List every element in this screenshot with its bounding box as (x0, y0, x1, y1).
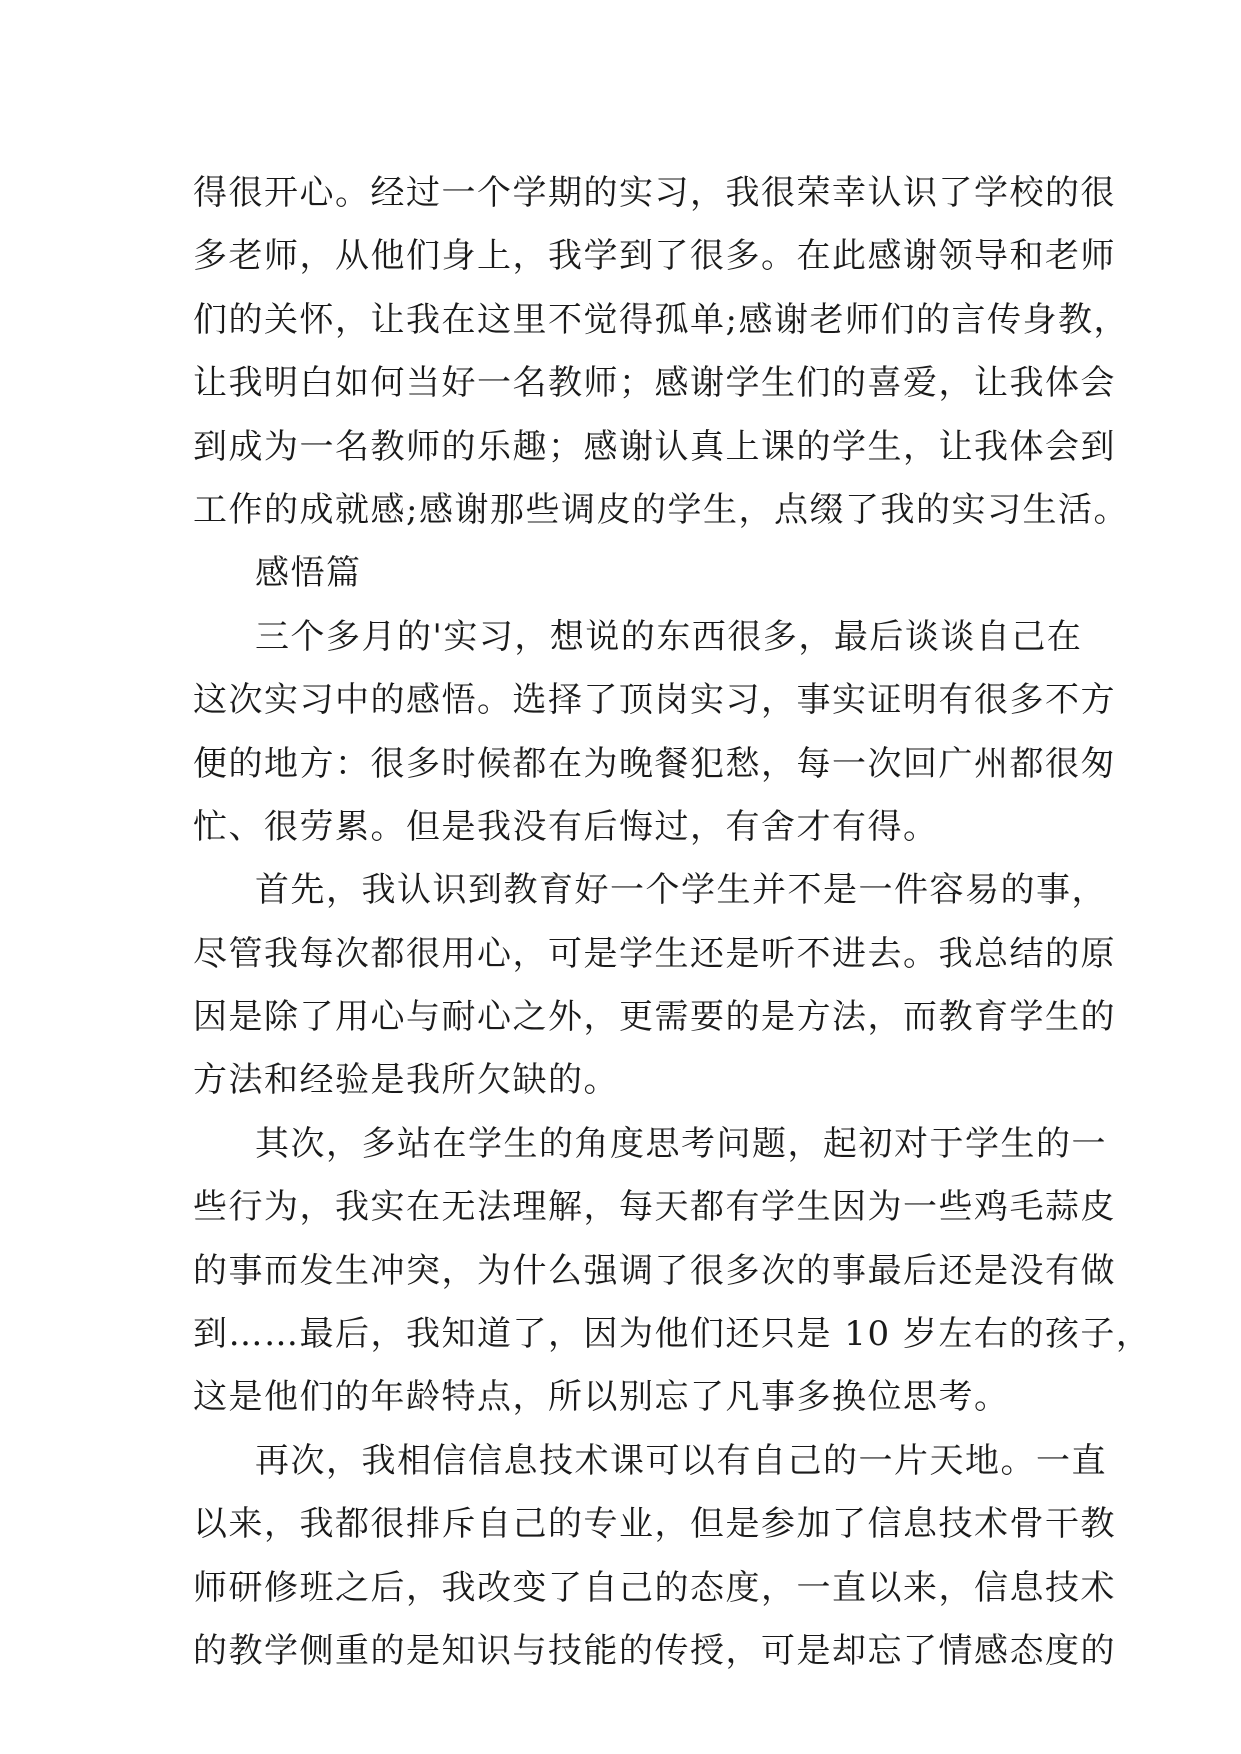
text-line: 多老师，从他们身上，我学到了很多。在此感谢领导和老师 (193, 236, 1116, 277)
text-line: 得很开心。经过一个学期的实习，我很荣幸认识了学校的很 (193, 173, 1116, 213)
text-line: 的教学侧重的是知识与技能的传授，可是却忘了情感态度的 (193, 1630, 1116, 1671)
paragraph-first-line: 首先，我认识到教育好一个学生并不是一件容易的事， (255, 870, 1107, 911)
text-line: 到成为一名教师的乐趣；感谢认真上课的学生，让我体会到 (193, 426, 1116, 467)
text-line: 忙、很劳累。但是我没有后悔过，有舍才有得。 (193, 806, 939, 847)
text-line: 们的关怀，让我在这里不觉得孤单;感谢老师们的言传身教， (193, 299, 1129, 340)
paragraph-first-line: 再次，我相信信息技术课可以有自己的一片天地。一直 (255, 1440, 1107, 1481)
text-line: 这次实习中的感悟。选择了顶岗实习，事实证明有很多不方 (193, 680, 1116, 721)
paragraph-first-line: 三个多月的'实习，想说的东西很多，最后谈谈自己在 (255, 616, 1083, 657)
text-line: 以来，我都很排斥自己的专业，但是参加了信息技术骨干教 (193, 1504, 1116, 1545)
text-line: 的事而发生冲突，为什么强调了很多次的事最后还是没有做 (193, 1250, 1116, 1291)
text-line: 让我明白如何当好一名教师；感谢学生们的喜爱，让我体会 (193, 363, 1116, 404)
text-line: 些行为，我实在无法理解，每天都有学生因为一些鸡毛蒜皮 (193, 1187, 1116, 1228)
paragraph-first-line: 其次，多站在学生的角度思考问题，起初对于学生的一 (255, 1123, 1107, 1164)
text-line: 工作的成就感;感谢那些调皮的学生，点缀了我的实习生活。 (193, 489, 1129, 530)
text-line: 尽管我每次都很用心，可是学生还是听不进去。我总结的原 (193, 933, 1116, 974)
text-line: 方法和经验是我所欠缺的。 (193, 1060, 619, 1101)
text-line: 这是他们的年龄特点，所以别忘了凡事多换位思考。 (193, 1377, 1010, 1418)
paragraph-first-line: 感悟篇 (255, 553, 362, 594)
body-text (193, 162, 1152, 1683)
text-line: 因是除了用心与耐心之外，更需要的是方法，而教育学生的 (193, 997, 1116, 1038)
text-line: 便的地方：很多时候都在为晚餐犯愁，每一次回广州都很匆 (193, 743, 1116, 784)
text-line: 到……最后，我知道了，因为他们还只是 10 岁左右的孩子， (193, 1314, 1152, 1355)
text-line: 师研修班之后，我改变了自己的态度，一直以来，信息技术 (193, 1567, 1116, 1608)
